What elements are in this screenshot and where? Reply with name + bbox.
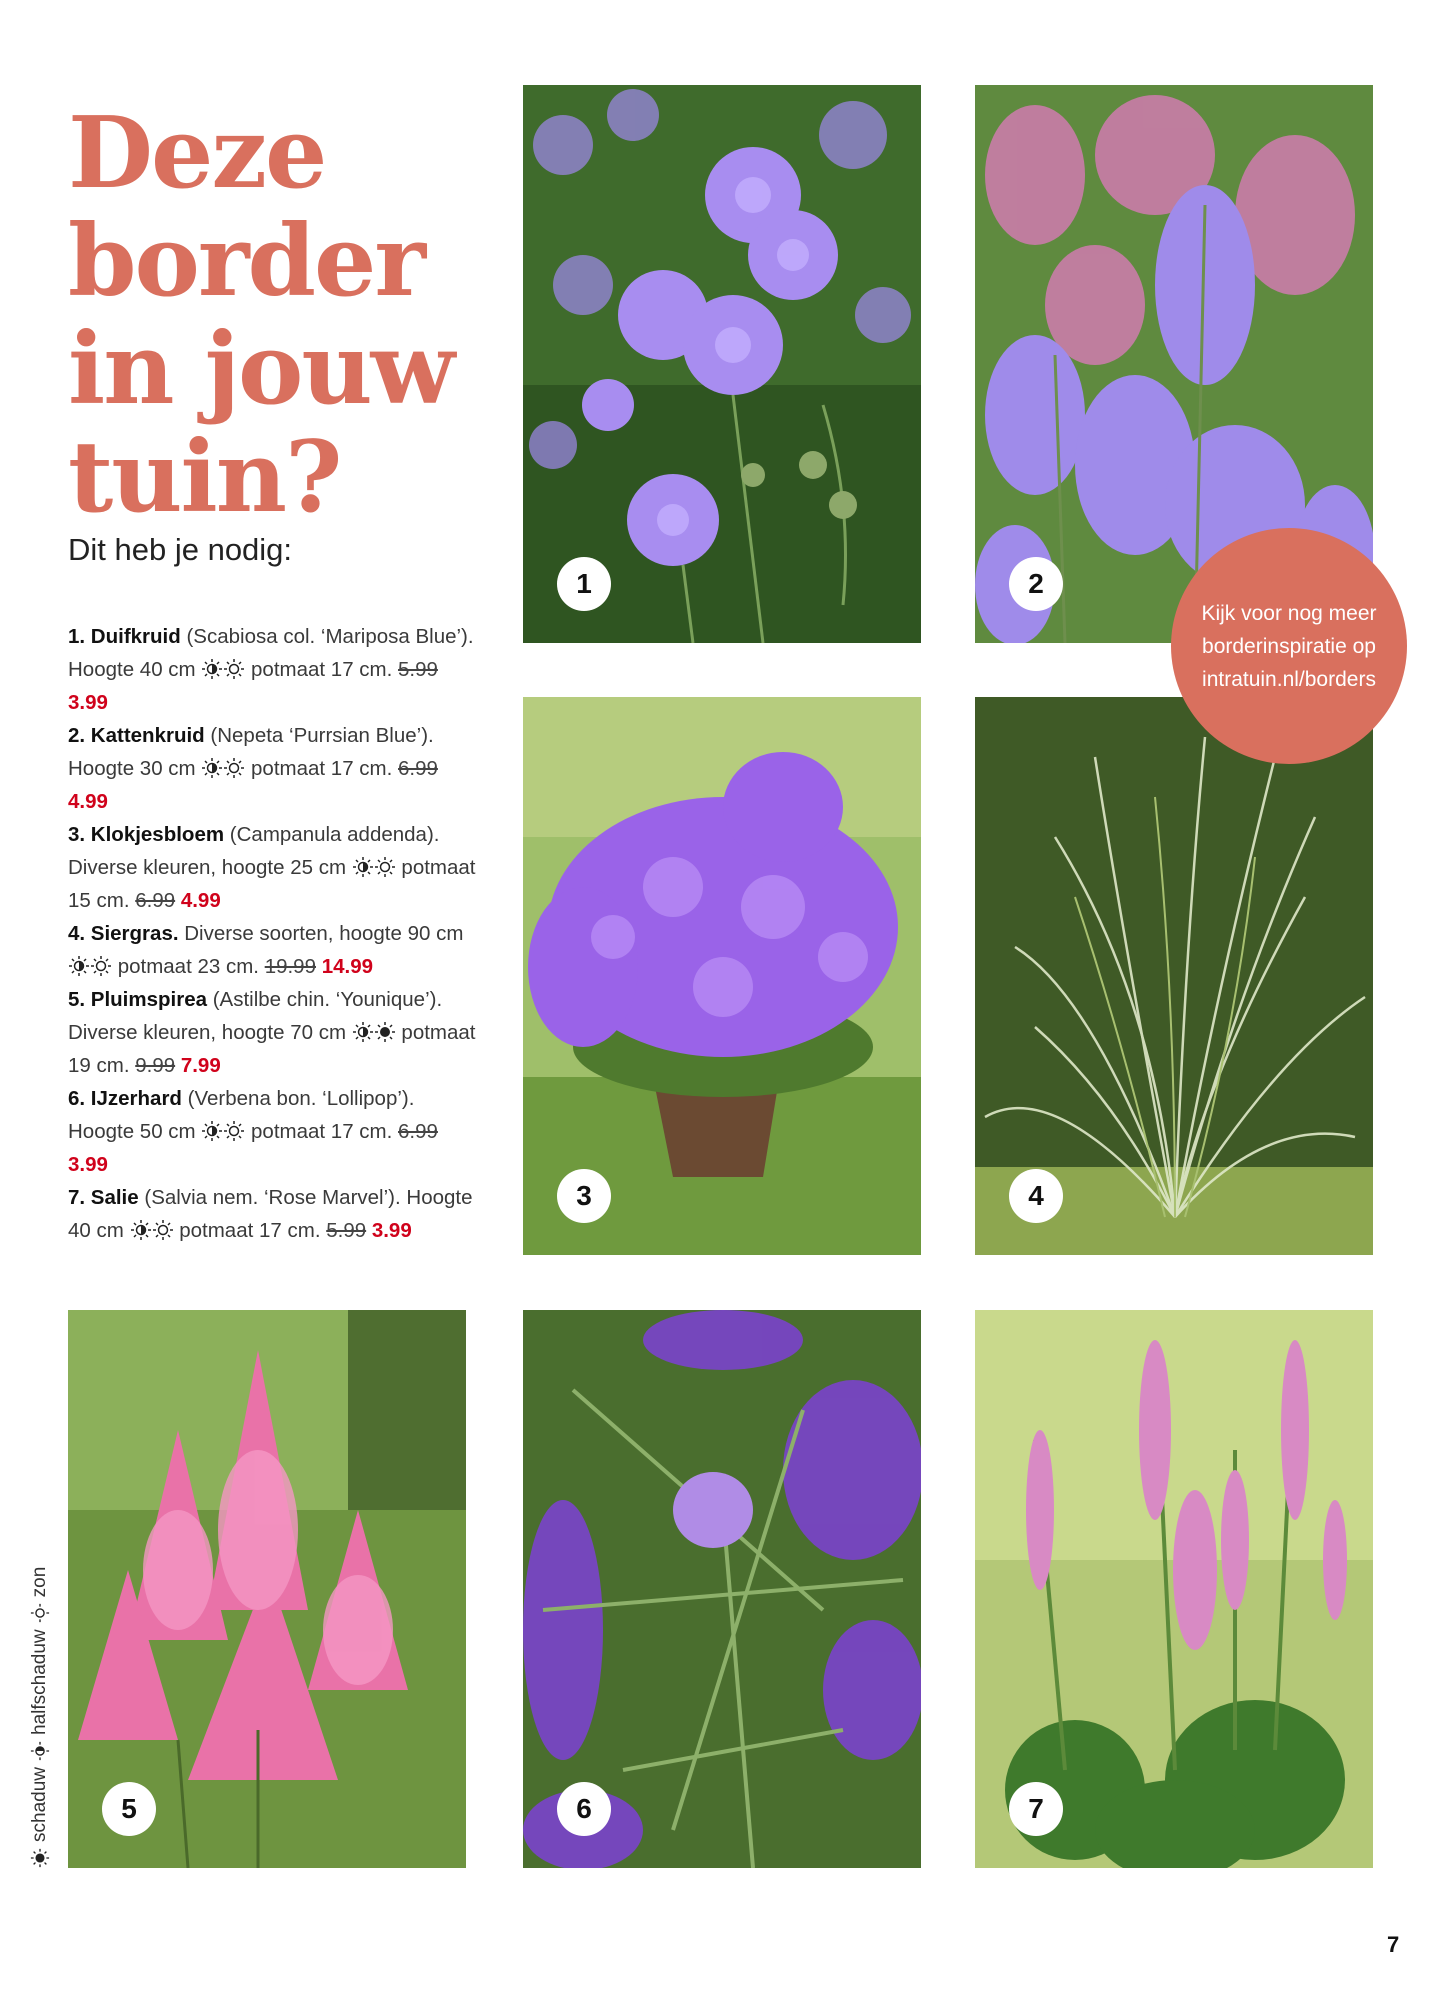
subtitle: Dit heb je nodig: — [68, 532, 293, 567]
halfshade-icon — [352, 1021, 374, 1043]
halfshade-icon — [130, 1219, 152, 1241]
halfshade-icon — [201, 658, 223, 680]
photo-number-badge: 5 — [102, 1782, 156, 1836]
plant-item — [68, 620, 478, 719]
pot-size: potmaat 19 cm. — [68, 1021, 476, 1077]
pot-size: potmaat 15 cm. — [68, 856, 476, 912]
photo-campanula — [523, 697, 921, 1255]
halfshade-icon — [68, 955, 90, 977]
plant-description: (Astilbe chin. ‘Younique’). Diverse kleuren, hoogte 70 cm — [68, 988, 443, 1044]
plant-item — [68, 983, 478, 1082]
plant-description: (Verbena bon. ‘Lollipop’). Hoogte 50 cm — [68, 1087, 415, 1143]
legend-halfshade: halfschaduw — [29, 1629, 50, 1735]
plant-item — [68, 1082, 478, 1181]
pot-size: potmaat 17 cm. — [245, 658, 399, 681]
plant-description: (Campanula addenda). Diverse kleuren, hoogte 25 cm — [68, 823, 440, 879]
old-price: 6.99 — [135, 889, 176, 912]
new-price: 14.99 — [321, 955, 374, 978]
title-line: border — [68, 204, 425, 319]
sun-legend — [24, 1538, 56, 1868]
photo-scabiosa — [523, 85, 921, 643]
legend-sun: zon — [29, 1566, 50, 1598]
sun-icon — [152, 1219, 174, 1241]
plant-item — [68, 917, 478, 983]
photo-number-badge: 2 — [1009, 557, 1063, 611]
badge-line: borderinspiratie op — [1202, 634, 1376, 658]
photo-number-badge: 7 — [1009, 1782, 1063, 1836]
old-price: 5.99 — [326, 1219, 367, 1242]
sun-icon — [223, 757, 245, 779]
pot-size: potmaat 17 cm. — [245, 757, 399, 780]
plant-name: 6. IJzerhard — [68, 1087, 182, 1110]
old-price: 9.99 — [135, 1054, 176, 1077]
plant-name: 5. Pluimspirea — [68, 988, 208, 1011]
photo-number-badge: 3 — [557, 1169, 611, 1223]
plant-name: 2. Kattenkruid — [68, 724, 205, 747]
page-number: 7 — [1387, 1932, 1400, 1957]
plant-name: 3. Klokjesbloem — [68, 823, 225, 846]
photo-salvia — [975, 1310, 1373, 1868]
old-price: 6.99 — [398, 1120, 438, 1143]
plant-item — [68, 719, 478, 818]
halfshade-icon — [201, 757, 223, 779]
plant-name: 4. Siergras. — [68, 922, 179, 945]
title-line: Deze — [68, 96, 326, 211]
pot-size: potmaat 17 cm. — [173, 1219, 327, 1242]
new-price: 3.99 — [371, 1219, 412, 1242]
old-price: 5.99 — [398, 658, 438, 681]
shade-icon — [374, 1021, 396, 1043]
old-price: 19.99 — [264, 955, 316, 978]
inspiration-badge[interactable] — [1171, 528, 1407, 764]
plant-item — [68, 1181, 478, 1247]
halfshade-icon — [352, 856, 374, 878]
halfshade-icon — [201, 1120, 223, 1142]
sun-icon — [90, 955, 112, 977]
legend-shade: schaduw — [29, 1767, 50, 1842]
page-title — [68, 96, 488, 535]
new-price: 3.99 — [68, 691, 108, 714]
photo-number-badge: 4 — [1009, 1169, 1063, 1223]
new-price: 3.99 — [68, 1153, 108, 1176]
plant-description: Diverse soorten, hoogte 90 cm — [178, 922, 464, 945]
title-line: in jouw — [68, 312, 454, 427]
photo-number-badge: 1 — [557, 557, 611, 611]
plant-description: (Salvia nem. ‘Rose Marvel’). Hoogte 40 cm — [68, 1186, 473, 1242]
photo-astilbe — [68, 1310, 466, 1868]
plant-description: (Scabiosa col. ‘Mariposa Blue’). Hoogte 40 cm — [68, 625, 474, 681]
title-line: tuin? — [68, 420, 341, 535]
pot-size: potmaat 17 cm. — [245, 1120, 399, 1143]
sun-icon — [223, 658, 245, 680]
plant-list — [68, 620, 478, 1247]
sun-icon — [223, 1120, 245, 1142]
badge-link[interactable]: intratuin.nl/borders — [1202, 667, 1376, 691]
photo-grass — [975, 697, 1373, 1255]
old-price: 6.99 — [398, 757, 438, 780]
plant-description: (Nepeta ‘Purrsian Blue’). Hoogte 30 cm — [68, 724, 434, 780]
shade-icon — [30, 1848, 50, 1868]
sun-icon — [30, 1603, 50, 1623]
plant-name: 1. Duifkruid — [68, 625, 181, 648]
badge-line: Kijk voor nog meer — [1201, 601, 1377, 625]
halfshade-icon — [30, 1741, 50, 1761]
new-price: 4.99 — [68, 790, 108, 813]
plant-name: 7. Salie — [68, 1186, 139, 1209]
photo-number-badge: 6 — [557, 1782, 611, 1836]
plant-item — [68, 818, 478, 917]
sun-icon — [374, 856, 396, 878]
photo-verbena — [523, 1310, 921, 1868]
pot-size: potmaat 23 cm. — [112, 955, 265, 978]
new-price: 4.99 — [180, 889, 221, 912]
new-price: 7.99 — [180, 1054, 221, 1077]
